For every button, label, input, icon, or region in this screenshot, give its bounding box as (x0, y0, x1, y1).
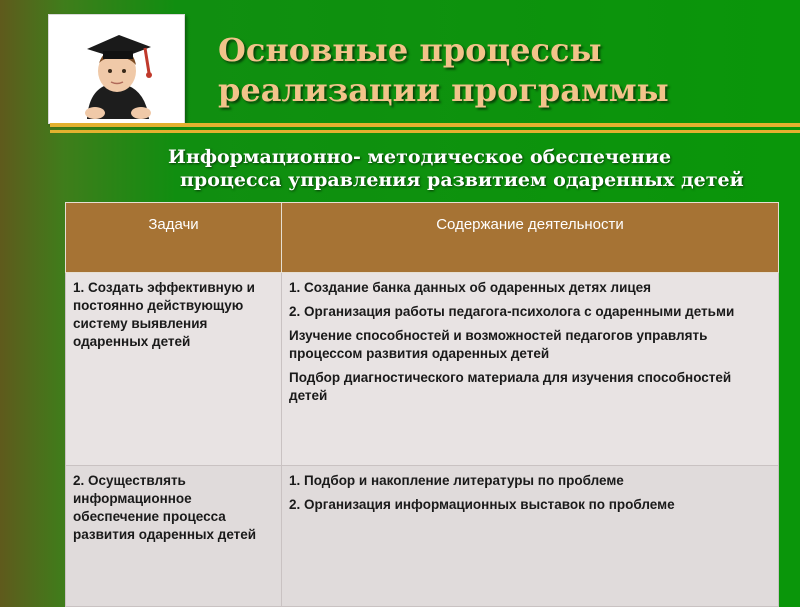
graduate-child-image (48, 14, 185, 124)
content-item: 2. Организация работы педагога-психолога с одаренными детьми (289, 304, 735, 319)
task-cell: 1. Создать эффективную и постоянно действующую систему выявления одаренных детей (66, 273, 282, 466)
content-cell (282, 466, 779, 607)
subtitle-line-1: Информационно- методическое обеспечение (168, 146, 672, 168)
content-item: 1. Создание банка данных об одаренных детях лицея (289, 280, 652, 295)
page-title (218, 30, 778, 110)
title-divider-top (50, 123, 800, 127)
title-line-1: Основные процессы (218, 31, 602, 69)
graduate-child-icon (49, 15, 184, 123)
table-row (66, 466, 779, 607)
task-cell: 2. Осуществлять информационное обеспечение процесса развития одаренных детей (66, 466, 282, 607)
header-content: Содержание деятельности (282, 203, 779, 273)
content-item: Подбор диагностического материала для изучения способностей детей (289, 370, 732, 403)
process-table (65, 202, 779, 607)
table-header-row (66, 203, 779, 273)
content-item: 2. Организация информационных выставок по проблеме (289, 497, 675, 512)
subtitle-line-2: процесса управления развитием одаренных детей (180, 169, 744, 191)
content-item: Изучение способностей и возможностей педагогов управлять процессом развития одаренных детей (289, 328, 708, 361)
header-tasks: Задачи (66, 203, 282, 273)
title-divider-bottom (50, 130, 800, 133)
content-item: 1. Подбор и накопление литературы по проблеме (289, 473, 624, 488)
table-row (66, 273, 779, 466)
subtitle (150, 146, 790, 192)
title-line-2: реализации программы (218, 71, 669, 109)
content-cell (282, 273, 779, 466)
